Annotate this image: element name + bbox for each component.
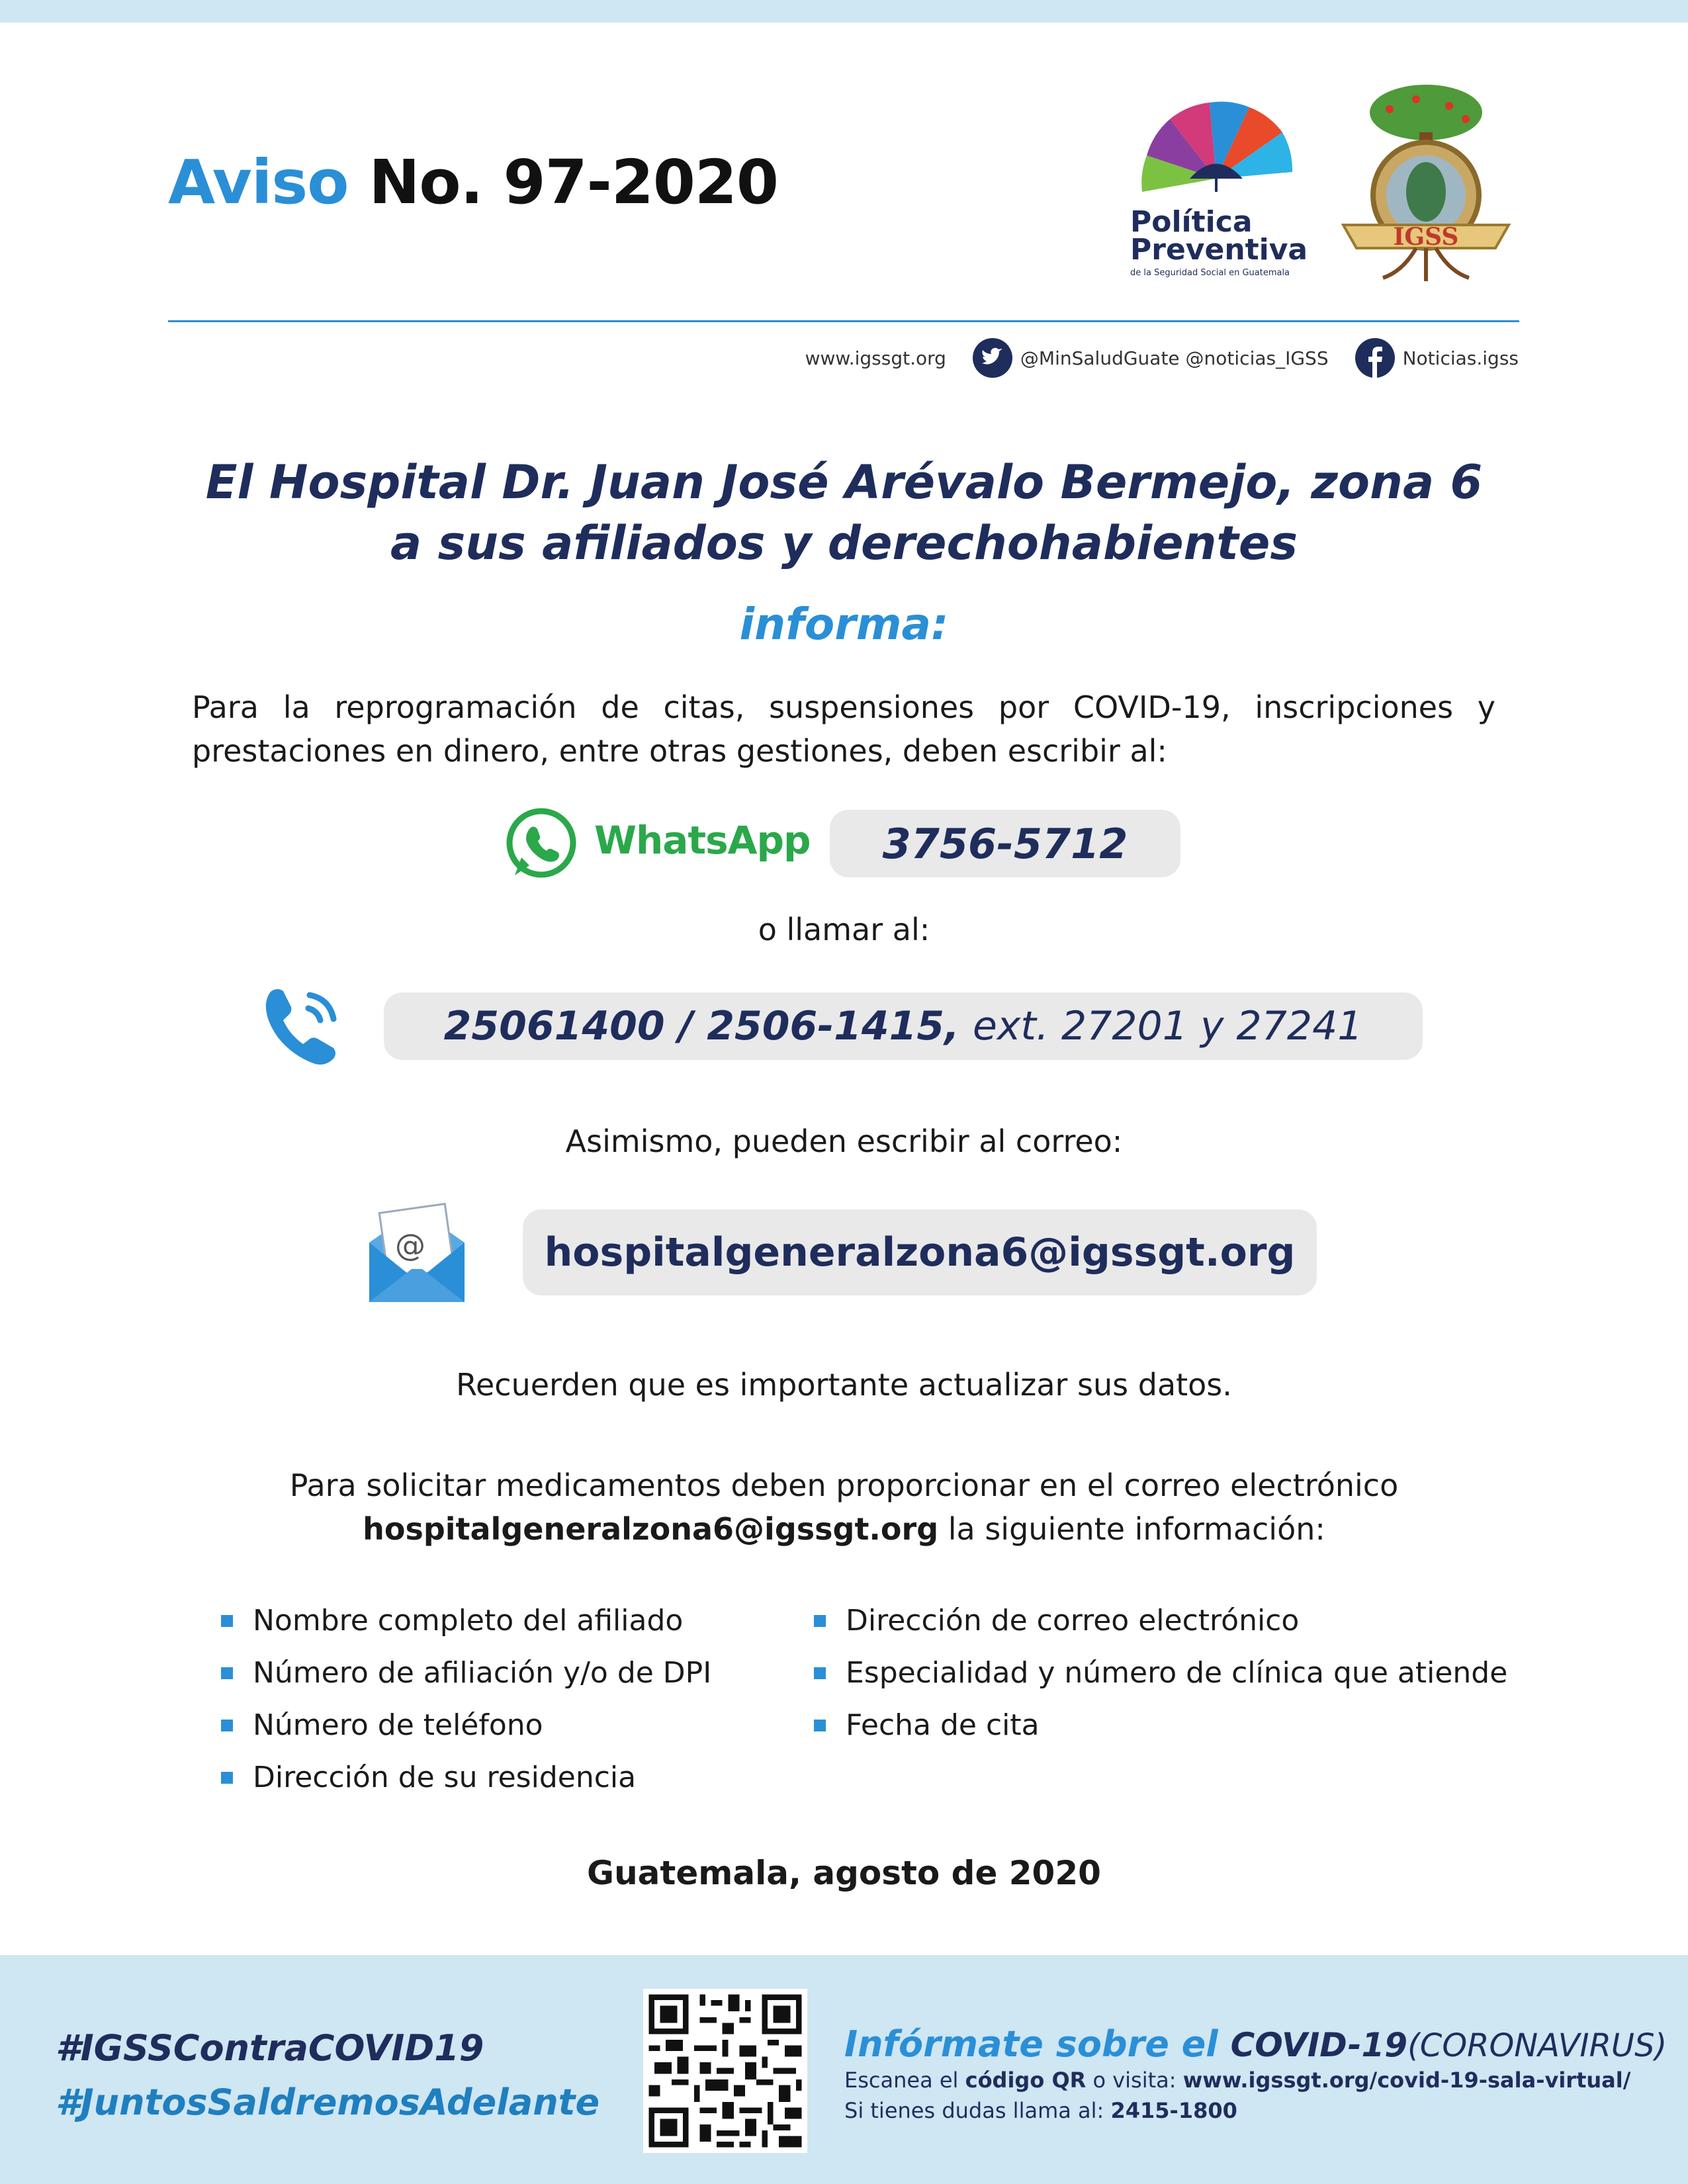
email-address-pill[interactable] [523, 1209, 1317, 1295]
phone-icon [259, 982, 347, 1069]
meds-line2-rest: la siguiente información: [948, 1511, 1325, 1547]
call-text: o llamar al: [758, 912, 930, 947]
hashtags [56, 2021, 600, 2130]
twitter-icon[interactable] [973, 338, 1012, 378]
whatsapp-icon [503, 806, 580, 883]
hashtag-2[interactable]: #JuntosSaldremosAdelante [56, 2081, 600, 2123]
phone-numbers-pill[interactable] [384, 992, 1423, 1060]
top-color-bar [0, 0, 1688, 22]
bullet-icon [221, 1772, 233, 1784]
qr-code[interactable] [643, 1989, 807, 2153]
informa-heading: informa: [739, 599, 949, 650]
list-item: Especialidad y número de clínica que atiende [814, 1647, 1507, 1699]
intro-paragraph: Para la reprogramación de citas, suspensiones por COVID-19, inscripciones y prestaciones en dinero, entre otras gestiones, deben escribir al: [192, 689, 1495, 769]
list-item: Nombre completo del afiliado [221, 1594, 711, 1647]
svg-text:@: @ [395, 1227, 425, 1263]
date-line: Guatemala, agosto de 2020 [587, 1854, 1101, 1892]
list-item: Fecha de cita [814, 1699, 1507, 1751]
meds-line1: Para solicitar medicamentos deben proporcionar en el correo electrónico [289, 1467, 1399, 1503]
twitter-handles[interactable]: @MinSaludGuate @noticias_IGSS [1020, 347, 1329, 369]
email-intro-text: Asimismo, pueden escribir al correo: [565, 1123, 1123, 1159]
meds-email[interactable]: hospitalgeneralzona6@igssgt.org [363, 1511, 939, 1547]
doubts-line: Si tienes dudas llama al: 2415-1800 [844, 2098, 1237, 2123]
info-list-right [814, 1594, 1507, 1751]
covid-info-heading: Infórmate sobre el COVID-19(CORONAVIRUS) [844, 2023, 1667, 2065]
qr-code-icon [643, 1989, 807, 2153]
bullet-icon [221, 1667, 233, 1679]
logo-pp-line3: de la Seguridad Social en Guatemala [1130, 268, 1290, 278]
main-title-line2: a sus afiliados y derechohabientes [390, 516, 1298, 570]
list-item: Número de teléfono [221, 1699, 711, 1751]
logo-igss-text: IGSS [1393, 223, 1459, 251]
list-item: Dirección de su residencia [221, 1751, 711, 1804]
notice-number: No. 97-2020 [369, 147, 778, 218]
bullet-icon [221, 1615, 233, 1627]
list-item: Dirección de correo electrónico [814, 1594, 1507, 1647]
envelope-icon [364, 1203, 470, 1314]
list-item: Número de afiliación y/o de DPI [221, 1647, 711, 1699]
bullet-icon [814, 1720, 826, 1731]
meds-line2 [0, 1511, 1688, 1547]
covid-url-link[interactable]: www.igssgt.org/covid-19-sala-virtual/ [1182, 2068, 1631, 2093]
politica-preventiva-logo [1117, 93, 1315, 284]
whatsapp-label: WhatsApp [594, 818, 811, 863]
hashtag-1[interactable]: #IGSSContraCOVID19 [56, 2027, 484, 2069]
scan-line: Escanea el código QR o visita: www.igssgt.org/covid-19-sala-virtual/ [844, 2068, 1631, 2093]
facebook-page[interactable]: Noticias.igss [1402, 347, 1519, 369]
main-title-line1: El Hospital Dr. Juan José Arévalo Bermejo, zona 6 [205, 455, 1483, 509]
bullet-icon [221, 1720, 233, 1731]
bullet-icon [814, 1667, 826, 1679]
reminder-text: Recuerden que es importante actualizar sus datos. [456, 1367, 1232, 1403]
email-address: hospitalgeneralzona6@igssgt.org [544, 1229, 1296, 1276]
social-bar [805, 336, 1519, 380]
whatsapp-number-pill[interactable] [830, 810, 1180, 877]
info-list-left [221, 1594, 711, 1804]
website-link[interactable]: www.igssgt.org [805, 347, 946, 369]
whatsapp-number: 3756-5712 [882, 819, 1128, 868]
phone-numbers: 25061400 / 2506-1415, [443, 1003, 959, 1049]
logo-pp-line2: Preventiva [1130, 233, 1308, 267]
phone-extensions: ext. 27201 y 27241 [972, 1003, 1363, 1049]
notice-title [168, 147, 778, 218]
doubts-phone[interactable]: 2415-1800 [1110, 2098, 1237, 2123]
igss-seal-logo [1337, 79, 1515, 291]
facebook-icon[interactable] [1355, 338, 1395, 378]
notice-word: Aviso [168, 147, 349, 218]
bullet-icon [814, 1615, 826, 1627]
header-divider [168, 320, 1519, 322]
footer-info [844, 2023, 1667, 2126]
logo-pp-line1: Política [1130, 205, 1253, 239]
